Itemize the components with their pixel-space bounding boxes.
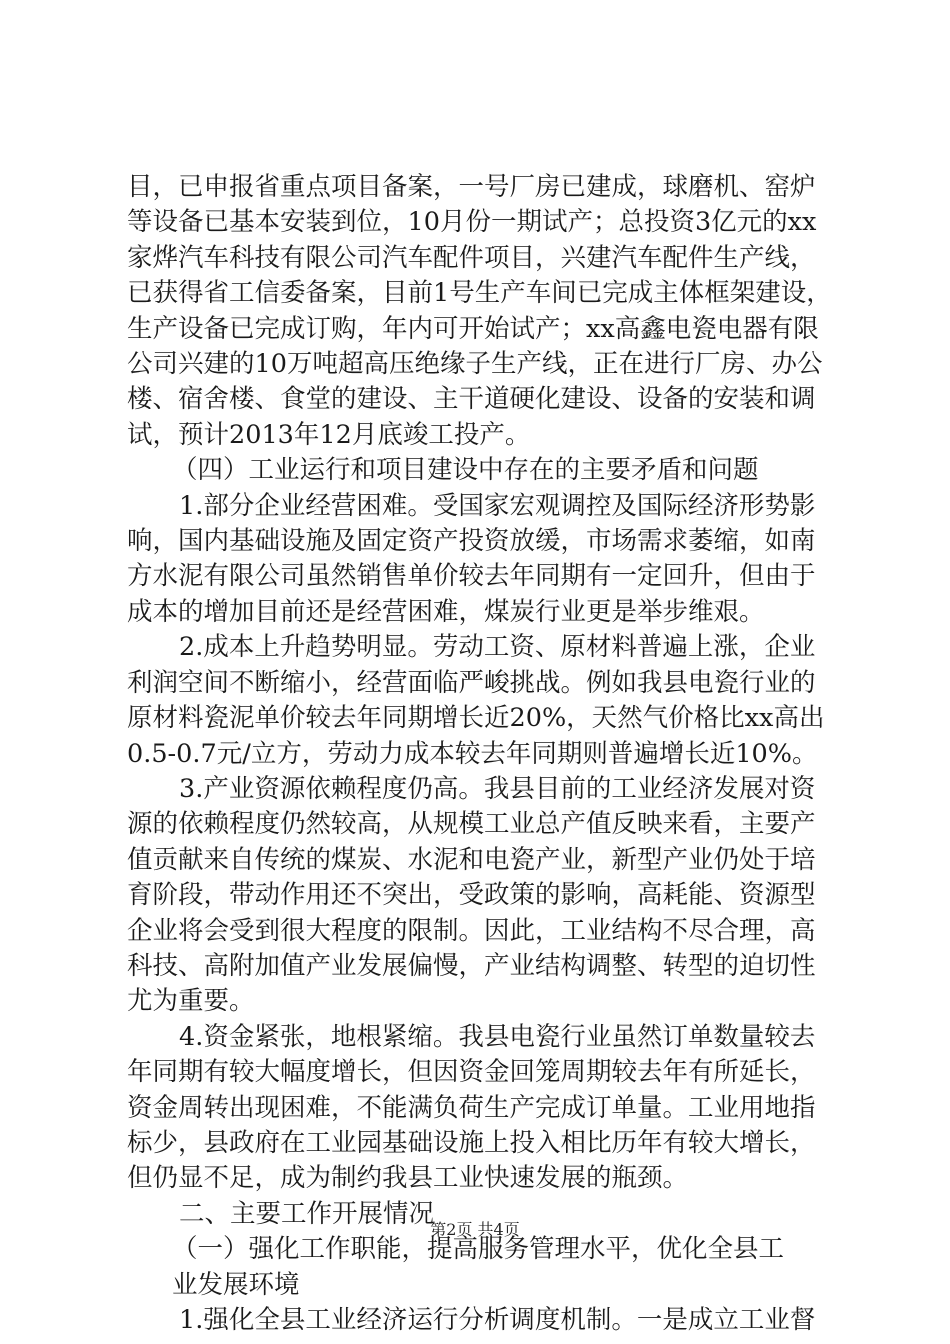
- text-line: 公司兴建的10万吨超高压绝缘子生产线，正在进行厂房、办公: [127, 349, 823, 380]
- text-line: 生产设备已完成订购，年内可开始试产；xx高鑫电瓷电器有限: [127, 313, 819, 344]
- text-line: 目，已申报省重点项目备案，一号厂房已建成，球磨机、窑炉: [127, 172, 816, 202]
- text-line: 标少，县政府在工业园基础设施上投入相比历年有较大增长，: [127, 1127, 816, 1158]
- text-line: 但仍显不足，成为制约我县工业快速发展的瓶颈。: [127, 1163, 689, 1194]
- text-line: 尤为重要。: [127, 986, 255, 1017]
- paragraph-start: 1.强化全县工业经济运行分析调度机制。一是成立工业督: [179, 1305, 816, 1335]
- text-line: 楼、宿舍楼、食堂的建设、主干道硬化建设、设备的安装和调: [127, 384, 816, 415]
- text-line: 科技、高附加值产业发展偏慢，产业结构调整、转型的迫切性: [127, 950, 816, 981]
- text-line: 等设备已基本安装到位，10月份一期试产；总投资3亿元的xx: [127, 207, 817, 238]
- text-line: 源的依赖程度仍然较高，从规模工业总产值反映来看，主要产: [127, 809, 816, 840]
- text-line: 资金周转出现困难，不能满负荷生产完成订单量。工业用地指: [127, 1092, 816, 1123]
- page-number-footer: 第2页 共4页: [430, 1220, 520, 1239]
- text-line: 年同期有较大幅度增长，但因资金回笼周期较去年有所延长，: [127, 1057, 816, 1088]
- text-line: 值贡献来自传统的煤炭、水泥和电瓷产业，新型产业仍处于培: [127, 844, 816, 875]
- text-line: 响，国内基础设施及固定资产投资放缓，市场需求萎缩，如南: [127, 526, 816, 557]
- text-line: 成本的增加目前还是经营困难，煤炭行业更是举步维艰。: [127, 596, 765, 627]
- body-text: [127, 170, 837, 1338]
- text-line: 原材料瓷泥单价较去年同期增长近20%，天然气价格比xx高出: [127, 703, 825, 734]
- section-heading: （四）工业运行和项目建设中存在的主要矛盾和问题: [172, 455, 759, 486]
- text-line: 家烨汽车科技有限公司汽车配件项目，兴建汽车配件生产线，: [127, 242, 816, 273]
- text-line: 已获得省工信委备案，目前1号生产车间已完成主体框架建设，: [127, 278, 832, 309]
- text-line: 企业将会受到很大程度的限制。因此，工业结构不尽合理，高: [127, 915, 816, 946]
- text-line: 利润空间不断缩小，经营面临严峻挑战。例如我县电瓷行业的: [127, 667, 816, 698]
- paragraph-start: 2.成本上升趋势明显。劳动工资、原材料普遍上涨，企业: [179, 632, 816, 663]
- paragraph-start: 3.产业资源依赖程度仍高。我县目前的工业经济发展对资: [179, 773, 816, 804]
- subsection-heading: （一）强化工作职能，提高服务管理水平，优化全县工: [172, 1234, 785, 1265]
- section-heading: 二、主要工作开展情况: [179, 1198, 435, 1229]
- text-line: 育阶段，带动作用还不突出，受政策的影响，高耗能、资源型: [127, 880, 816, 911]
- paragraph-start: 1.部分企业经营困难。受国家宏观调控及国际经济形势影: [179, 490, 816, 521]
- text-line: 0.5-0.7元/立方，劳动力成本较去年同期则普遍增长近10%。: [127, 738, 818, 769]
- text-line: 方水泥有限公司虽然销售单价较去年同期有一定回升，但由于: [127, 561, 816, 592]
- text-line: 试，预计2013年12月底竣工投产。: [127, 419, 531, 450]
- subsection-heading-cont: 业发展环境: [172, 1269, 300, 1300]
- paragraph-start: 4.资金紧张，地根紧缩。我县电瓷行业虽然订单数量较去: [179, 1021, 816, 1052]
